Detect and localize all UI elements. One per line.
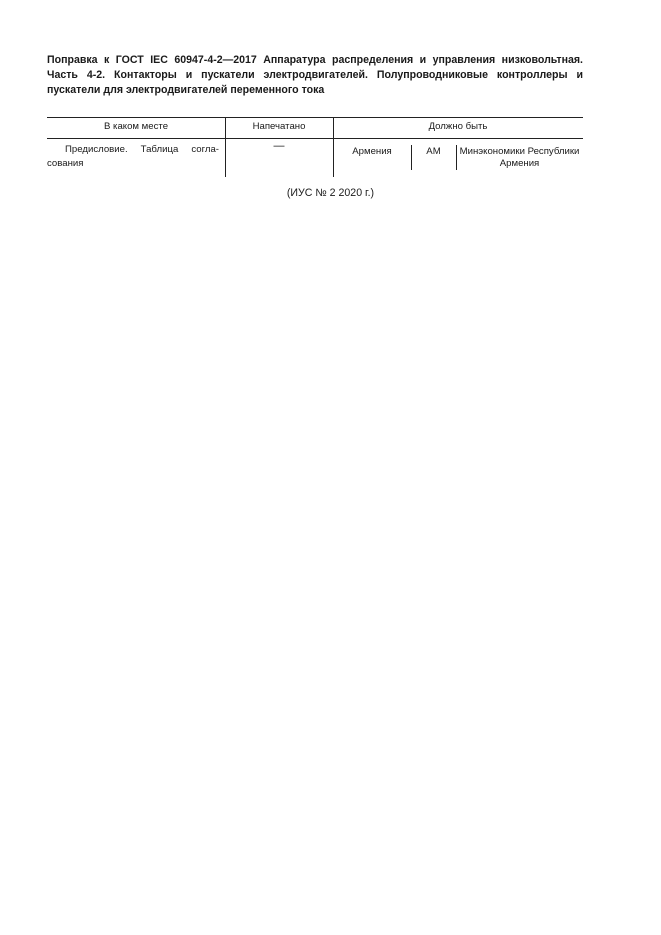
header-should-be: Должно быть — [428, 121, 488, 132]
cell-organization: Минэкономики Республики Армения — [459, 146, 580, 169]
table-header-row — [47, 117, 583, 139]
header-divider — [333, 118, 334, 138]
row-divider — [225, 139, 226, 177]
cell-place: Предисловие. Таблица согла-сования — [47, 144, 219, 169]
row-divider — [333, 139, 334, 177]
header-divider — [225, 118, 226, 138]
header-printed: Напечатано — [252, 121, 306, 132]
header-place: В каком месте — [103, 121, 169, 132]
correction-title: Поправка к ГОСТ IEC 60947-4-2—2017 Аппаратура распределения и управления низковольтная. Часть 4-2. Контакторы и пускатели электродвигателей. Полупроводниковые контроллеры и пускатели для электродвигателей переменного тока — [47, 54, 583, 96]
row-divider — [411, 145, 412, 170]
cell-country: Армения — [352, 146, 392, 157]
row-divider — [456, 145, 457, 170]
cell-country-code: AM — [426, 146, 441, 157]
source-reference: (ИУС № 2 2020 г.) — [286, 187, 375, 199]
cell-printed: — — [273, 140, 285, 152]
table-row — [47, 139, 583, 177]
correction-table — [47, 117, 583, 177]
